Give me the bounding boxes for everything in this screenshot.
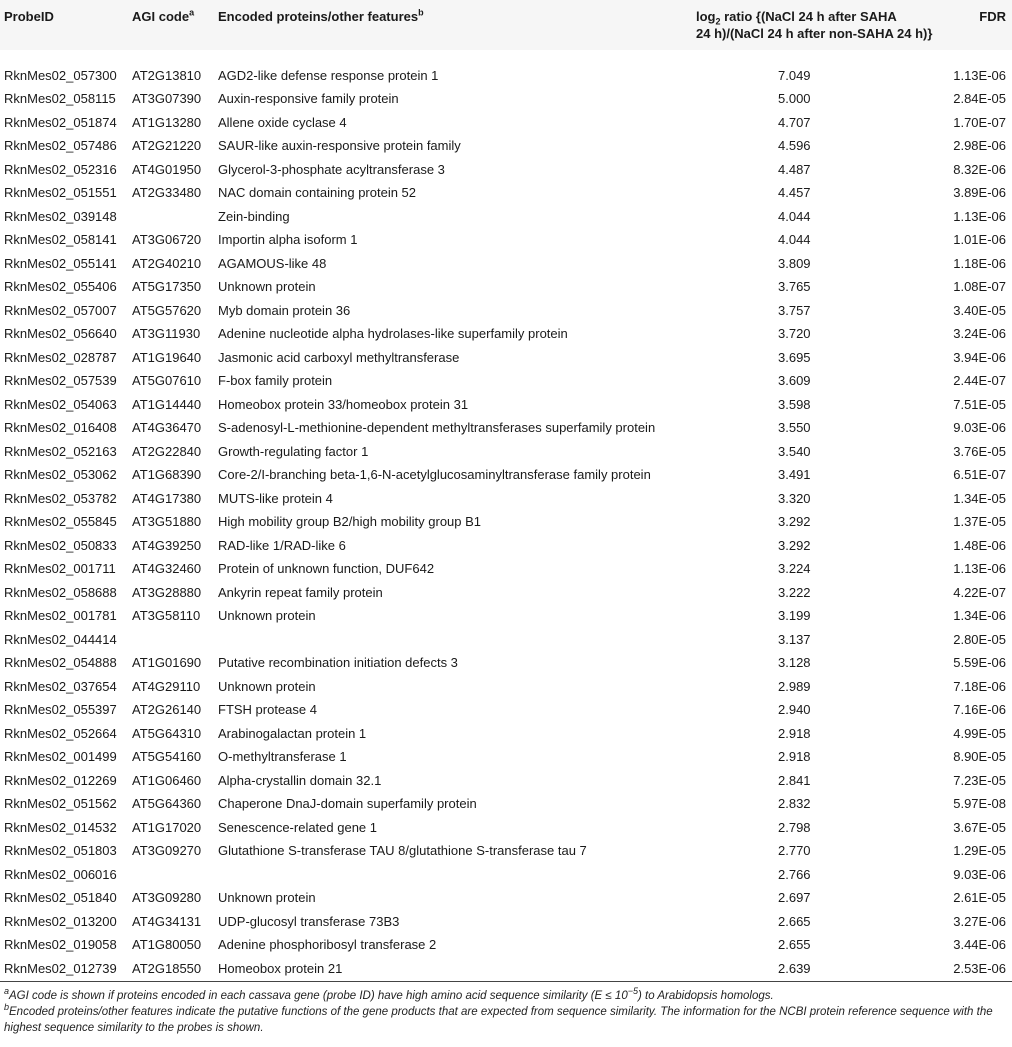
cell-feature: Core-2/I-branching beta-1,6-N-acetylglucosaminyltransferase family protein [218,467,651,483]
cell-feature: FTSH protease 4 [218,702,317,718]
header-encoded-proteins: Encoded proteins/other features$^b$ [218,7,424,24]
table-row [0,487,1012,511]
table-row [0,158,1012,182]
header-log-ratio: $\log_2$ ratio {(NaCl 24 h after SAHA 24 h)/(NaCl 24 h after non-SAHA 24 h)} [696,9,933,41]
cell-probe-id: RknMes02_057007 [4,302,117,318]
cell-agi-code: AT2G22840 [132,443,202,459]
cell-feature [218,863,696,887]
cell-feature: Homeobox protein 33/homeobox protein 31 [218,396,469,412]
cell-log-ratio: 3.224 [778,561,811,577]
cell-probe-id: RknMes02_057486 [4,138,117,154]
cell-log-ratio: 2.770 [778,843,811,859]
table-row [0,933,1012,957]
cell-fdr: 1.70E-07 [953,114,1006,130]
cell-fdr: 9.03E-06 [953,420,1006,436]
cell-fdr: 8.90E-05 [953,749,1006,765]
cell-log-ratio: 3.598 [778,396,811,412]
cell-fdr: 7.18E-06 [953,678,1006,694]
cell-log-ratio: 2.665 [778,913,811,929]
table-row [0,769,1012,793]
cell-probe-id: RknMes02_037654 [4,678,117,694]
cell-probe-id: RknMes02_028787 [4,349,117,365]
cell-agi-code: AT5G17350 [132,279,202,295]
cell-probe-id: RknMes02_050833 [4,537,117,553]
cell-fdr: 1.01E-06 [953,232,1006,248]
table-row [0,252,1012,276]
header-agi-code: AGI code$^a$ [132,7,195,24]
cell-agi-code: AT5G64360 [132,796,202,812]
cell-feature: Unknown protein [218,890,316,906]
cell-feature: High mobility group B2/high mobility group B1 [218,514,482,530]
cell-feature: Unknown protein [218,608,316,624]
cell-agi-code: AT1G17020 [132,819,202,835]
cell-fdr: 3.76E-05 [953,443,1006,459]
cell-probe-id: RknMes02_039148 [4,208,117,224]
cell-fdr: 1.34E-06 [953,608,1006,624]
cell-agi-code: AT2G40210 [132,255,202,271]
cell-feature: Unknown protein [218,279,316,295]
table-row [0,886,1012,910]
footnote-b: $^b$Encoded proteins/other features indicate the putative functions of the gene products that are expected from sequence similarity. The information for the NCBI protein reference sequence with the highest sequence similarity to the probes is shown. [4,1001,993,1034]
cell-agi-code: AT1G80050 [132,937,202,953]
cell-probe-id: RknMes02_058115 [4,91,116,107]
cell-agi-code: AT1G68390 [132,467,202,483]
cell-log-ratio: 4.707 [778,114,811,130]
table-row [0,393,1012,417]
cell-feature: Senescence-related gene 1 [218,819,378,835]
cell-fdr: 3.40E-05 [953,302,1006,318]
cell-fdr: 2.53E-06 [934,957,1012,982]
cell-feature: Protein of unknown function, DUF642 [218,561,435,577]
cell-probe-id: RknMes02_051803 [4,843,117,859]
cell-fdr: 3.89E-06 [953,185,1006,201]
cell-log-ratio: 3.720 [778,326,811,342]
table-row [0,745,1012,769]
cell-log-ratio: 3.128 [778,655,811,671]
cell-probe-id: RknMes02_057300 [4,67,117,83]
cell-feature: Chaperone DnaJ-domain superfamily protein [218,796,477,812]
cell-fdr: 4.22E-07 [953,584,1006,600]
cell-log-ratio: 7.049 [778,67,811,83]
cell-fdr: 1.18E-06 [953,255,1006,271]
cell-feature: Putative recombination initiation defects 3 [218,655,458,671]
cell-feature: Zein-binding [218,208,290,224]
cell-probe-id: RknMes02_012269 [4,772,117,788]
cell-probe-id: RknMes02_001711 [4,561,116,577]
cell-fdr: 3.44E-06 [953,937,1006,953]
cell-agi-code: AT1G19640 [132,349,202,365]
cell-agi-code: AT4G34131 [132,913,202,929]
cell-fdr: 3.24E-06 [953,326,1006,342]
cell-probe-id: RknMes02_055845 [4,514,117,530]
cell-fdr: 1.29E-05 [953,843,1006,859]
table-row [0,50,1012,87]
cell-agi-code: AT3G06720 [132,232,202,248]
cell-fdr: 4.99E-05 [953,725,1006,741]
footnote-a: $^a$AGI code is shown if proteins encoded in each cassava gene (probe ID) have high amino acid sequence similarity $(E \le 10^{-5})$ to Arabidopsis homologs. [4,985,774,1002]
table-row [0,181,1012,205]
cell-fdr: 2.84E-05 [953,91,1006,107]
cell-log-ratio: 3.609 [778,373,811,389]
cell-feature: AGAMOUS-like 48 [218,255,327,271]
cell-log-ratio: 3.540 [778,443,811,459]
cell-probe-id: RknMes02_052664 [4,725,117,741]
cell-agi-code: AT3G11930 [132,326,201,342]
cell-agi-code [132,863,218,887]
cell-log-ratio: 2.918 [778,725,811,741]
cell-log-ratio: 3.292 [778,514,811,530]
cell-feature: SAUR-like auxin-responsive protein family [218,138,461,154]
cell-log-ratio: 2.940 [778,702,811,718]
table-row [0,440,1012,464]
cell-log-ratio: 3.550 [778,420,811,436]
cell-probe-id: RknMes02_051562 [4,796,117,812]
cell-log-ratio: 3.292 [778,537,811,553]
cell-log-ratio: 3.809 [778,255,811,271]
cell-probe-id: RknMes02_016408 [4,420,117,436]
cell-feature: Auxin-responsive family protein [218,91,399,107]
cell-log-ratio: 3.137 [778,631,811,647]
cell-feature: Alpha-crystallin domain 32.1 [218,772,382,788]
cell-agi-code: AT3G51880 [132,514,202,530]
cell-agi-code: AT5G07610 [132,373,202,389]
cell-agi-code: AT4G39250 [132,537,202,553]
cell-feature: Glutathione S-transferase TAU 8/glutathione S-transferase tau 7 [218,843,587,859]
cell-probe-id: RknMes02_054888 [4,655,117,671]
cell-feature: Jasmonic acid carboxyl methyltransferase [218,349,460,365]
cell-probe-id: RknMes02_006016 [4,866,117,882]
cell-fdr: 6.51E-07 [953,467,1006,483]
cell-fdr: 1.13E-06 [953,561,1006,577]
cell-agi-code: AT2G18550 [132,957,218,982]
cell-feature: Unknown protein [218,678,316,694]
cell-agi-code: AT4G29110 [132,678,201,694]
cell-fdr: 5.59E-06 [953,655,1006,671]
table-row [0,816,1012,840]
cell-feature: Adenine phosphoribosyl transferase 2 [218,937,437,953]
footnote-mark-a: a [189,7,195,18]
cell-probe-id: RknMes02_055406 [4,279,117,295]
table-row [0,111,1012,135]
cell-log-ratio: 4.457 [778,185,811,201]
cell-fdr: 2.61E-05 [953,890,1006,906]
cell-log-ratio: 2.697 [778,890,811,906]
table-row [0,534,1012,558]
table-header [0,0,1012,50]
cell-fdr: 5.97E-08 [953,796,1006,812]
cell-feature: Myb domain protein 36 [218,302,351,318]
cell-log-ratio: 2.989 [778,678,811,694]
table-row [0,604,1012,628]
cell-feature: O-methyltransferase 1 [218,749,347,765]
cell-agi-code: AT4G01950 [132,161,202,177]
cell-log-ratio: 2.655 [778,937,811,953]
cell-probe-id: RknMes02_054063 [4,396,117,412]
cell-log-ratio: 3.695 [778,349,811,365]
cell-agi-code: AT5G57620 [132,302,202,318]
cell-probe-id: RknMes02_055141 [4,255,117,271]
cell-log-ratio: 4.596 [778,138,811,154]
header-row [0,0,1012,50]
table-row [0,228,1012,252]
cell-log-ratio: 4.044 [778,232,811,248]
cell-log-ratio: 2.832 [778,796,811,812]
table-row [0,910,1012,934]
cell-feature: UDP-glucosyl transferase 73B3 [218,913,400,929]
cell-probe-id: RknMes02_019058 [4,937,117,953]
cell-log-ratio: 3.765 [778,279,811,295]
cell-feature: Growth-regulating factor 1 [218,443,369,459]
header-probe-id: ProbeID [4,9,54,24]
table-row [0,651,1012,675]
cell-fdr: 7.23E-05 [953,772,1006,788]
cell-probe-id: RknMes02_055397 [4,702,117,718]
cell-fdr: 1.08E-07 [953,279,1006,295]
footnote-mark-b: b [418,7,424,18]
cell-feature: Allene oxide cyclase 4 [218,114,347,130]
cell-agi-code: AT3G09270 [132,843,202,859]
cell-agi-code: AT2G33480 [132,185,202,201]
cell-log-ratio: 3.491 [778,467,811,483]
cell-probe-id: RknMes02_053782 [4,490,117,506]
cell-probe-id: RknMes02_013200 [4,913,117,929]
cell-log-ratio: 3.199 [778,608,811,624]
cell-probe-id: RknMes02_058688 [4,584,117,600]
table-row [0,416,1012,440]
cell-feature: Ankyrin repeat family protein [218,584,383,600]
cell-feature: RAD-like 1/RAD-like 6 [218,537,346,553]
cell-fdr: 7.16E-06 [953,702,1006,718]
table-row [0,698,1012,722]
cell-feature: S-adenosyl-L-methionine-dependent methyltransferases superfamily protein [218,420,656,436]
cell-agi-code: AT1G06460 [132,772,202,788]
cell-probe-id: RknMes02_051874 [4,114,117,130]
cell-agi-code: AT3G09280 [132,890,202,906]
cell-agi-code: AT4G17380 [132,490,202,506]
footnotes [0,982,1012,1036]
cell-fdr: 1.34E-05 [953,490,1006,506]
cell-agi-code: AT5G64310 [132,725,202,741]
cell-probe-id: RknMes02_014532 [4,819,117,835]
cell-probe-id: RknMes02_058141 [4,232,117,248]
table-row [0,463,1012,487]
cell-agi-code [132,628,218,652]
cell-agi-code: AT4G36470 [132,420,202,436]
cell-fdr: 3.94E-06 [953,349,1006,365]
cell-fdr: 7.51E-05 [953,396,1006,412]
cell-probe-id: RknMes02_056640 [4,326,117,342]
cell-probe-id: RknMes02_001499 [4,749,117,765]
cell-fdr: 9.03E-06 [953,866,1006,882]
cell-log-ratio: 3.222 [778,584,811,600]
cell-agi-code: AT2G21220 [132,138,202,154]
cell-agi-code: AT1G01690 [132,655,202,671]
cell-probe-id: RknMes02_012739 [0,957,132,982]
table-row [0,557,1012,581]
cell-log-ratio: 5.000 [778,91,811,107]
cell-fdr: 1.48E-06 [953,537,1006,553]
cell-fdr: 2.80E-05 [953,631,1006,647]
table-row [0,863,1012,887]
table-body [0,50,1012,981]
cell-log-ratio: 3.757 [778,302,811,318]
cell-log-ratio: 2.841 [778,772,811,788]
cell-agi-code: AT5G54160 [132,749,202,765]
cell-fdr: 1.37E-05 [953,514,1006,530]
cell-fdr: 1.13E-06 [953,67,1006,83]
cell-feature: Adenine nucleotide alpha hydrolases-like superfamily protein [218,326,568,342]
cell-agi-code: AT2G26140 [132,702,202,718]
cell-fdr: 2.44E-07 [953,373,1006,389]
table-row [0,957,1012,982]
table-row [0,839,1012,863]
cell-fdr: 8.32E-06 [953,161,1006,177]
table-row [0,581,1012,605]
cell-log-ratio: 3.320 [778,490,811,506]
cell-fdr: 2.98E-06 [953,138,1006,154]
cell-agi-code: AT1G13280 [132,114,202,130]
cell-feature: Homeobox protein 21 [218,957,696,982]
header-fdr: FDR [979,9,1006,24]
cell-feature [218,628,696,652]
cell-probe-id: RknMes02_052163 [4,443,117,459]
cell-probe-id: RknMes02_053062 [4,467,117,483]
cell-log-ratio: 2.798 [778,819,811,835]
table-row [0,628,1012,652]
cell-feature: AGD2-like defense response protein 1 [218,67,439,83]
cell-fdr: 1.13E-06 [953,208,1006,224]
cell-log-ratio: 2.918 [778,749,811,765]
cell-feature: Importin alpha isoform 1 [218,232,358,248]
table-row [0,369,1012,393]
cell-probe-id: RknMes02_051840 [4,890,117,906]
cell-agi-code: AT3G58110 [132,608,201,624]
table-row [0,205,1012,229]
cell-feature: Arabinogalactan protein 1 [218,725,367,741]
table-row [0,322,1012,346]
cell-fdr: 3.67E-05 [953,819,1006,835]
cell-agi-code: AT1G14440 [132,396,202,412]
cell-probe-id: RknMes02_001781 [4,608,117,624]
cell-probe-id: RknMes02_057539 [4,373,117,389]
table-row [0,510,1012,534]
cell-agi-code: AT4G32460 [132,561,202,577]
cell-probe-id: RknMes02_051551 [4,185,117,201]
cell-log-ratio: 4.487 [778,161,811,177]
cell-agi-code [132,205,218,229]
table-row [0,722,1012,746]
table-row [0,87,1012,111]
cell-log-ratio: 4.044 [778,208,811,224]
cell-log-ratio: 2.766 [778,866,811,882]
table-row [0,134,1012,158]
cell-agi-code: AT3G07390 [132,91,202,107]
cell-probe-id: RknMes02_044414 [4,631,117,647]
table-row [0,675,1012,699]
cell-feature: F-box family protein [218,373,333,389]
cell-agi-code: AT2G13810 [132,67,202,83]
cell-feature: Glycerol-3-phosphate acyltransferase 3 [218,161,445,177]
table-row [0,792,1012,816]
cell-agi-code: AT3G28880 [132,584,202,600]
table-row [0,346,1012,370]
table-row [0,299,1012,323]
cell-fdr: 3.27E-06 [953,913,1006,929]
table-row [0,275,1012,299]
cell-probe-id: RknMes02_052316 [4,161,117,177]
cell-feature: MUTS-like protein 4 [218,490,333,506]
cell-log-ratio: 2.639 [696,957,934,982]
cell-feature: NAC domain containing protein 52 [218,185,417,201]
